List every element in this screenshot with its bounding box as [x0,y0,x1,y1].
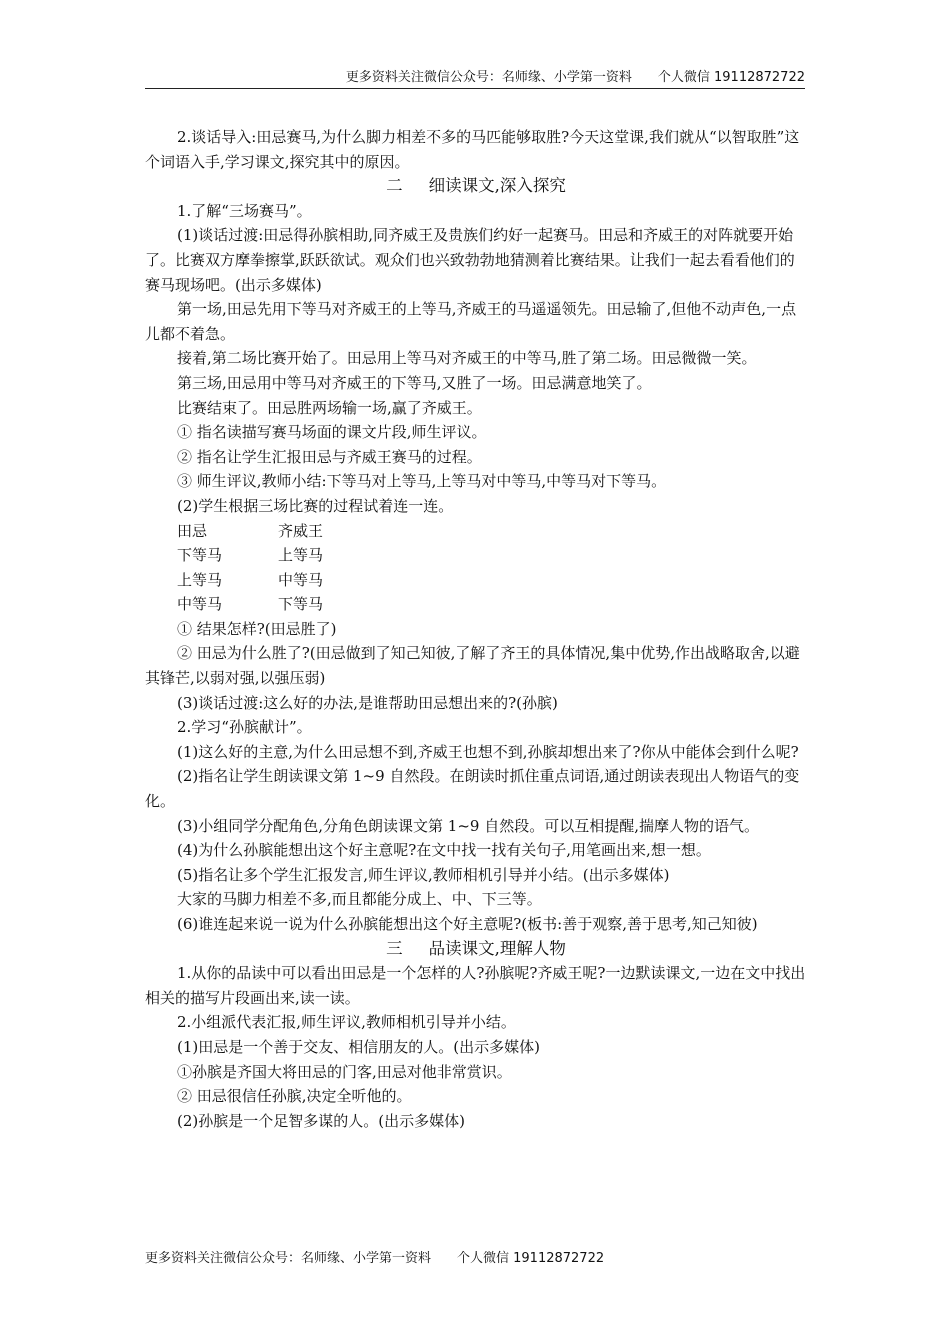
section-heading-3 [145,937,807,962]
section-number: 二 [386,176,403,196]
paragraph: 大家的马脚力相差不多,而且都能分成上、中、下三等。 [177,890,542,909]
paragraph: 2.学习“孙膑献计”。 [177,718,312,737]
section-heading-2 [145,174,807,199]
section-title: 品读课文,理解人物 [428,938,566,958]
page-header [145,62,805,89]
pair-row [145,543,807,568]
page-footer: 更多资料关注微信公众号：名师缘、小学第一资料 个人微信 19112872722 [145,1251,605,1266]
paragraph: 1.了解“三场赛马”。 [177,201,312,220]
paragraph: ② 田忌为什么胜了?(田忌做到了知己知彼,了解了齐王的具体情况,集中优势,作出战略取舍,以避其锋芒,以弱对强,以强压弱) [145,644,800,688]
paragraph: (2)指名让学生朗读课文第 1~9 自然段。在朗读时抓住重点词语,通过朗读表现出人物语气的变化。 [145,767,800,811]
pair-row [145,592,807,617]
paragraph: 1.从你的品读中可以看出田忌是一个怎样的人?孙膑呢?齐威王呢?一边默读课文,一边在文中找出相关的描写片段画出来,读一读。 [145,964,806,1007]
paragraph: ② 指名让学生汇报田忌与齐威王赛马的过程。 [177,447,482,466]
paragraph: (3)谈话过渡:这么好的办法,是谁帮助田忌想出来的?(孙膑) [177,693,558,712]
pair-right: 下等马 [278,595,324,614]
paragraph: (1)田忌是一个善于交友、相信朋友的人。(出示多媒体) [177,1037,540,1056]
paragraph: 接着,第二场比赛开始了。田忌用上等马对齐威王的中等马,胜了第二场。田忌微微一笑。 [177,349,757,368]
paragraph: (4)为什么孙膑能想出这个好主意呢?在文中找一找有关句子,用笔画出来,想一想。 [177,841,711,860]
paragraph: 第一场,田忌先用下等马对齐威王的上等马,齐威王的马遥遥领先。田忌输了,但他不动声色,一点儿都不着急。 [145,300,797,343]
pair-right: 齐威王 [278,521,324,540]
pair-left: 田忌 [177,521,208,540]
paragraph: 2.谈话导入:田忌赛马,为什么脚力相差不多的马匹能够取胜?今天这堂课,我们就从“以智取胜”这个词语入手,学习课文,探究其中的原因。 [145,128,800,171]
paragraph: 比赛结束了。田忌胜两场输一场,赢了齐威王。 [177,398,482,417]
paragraph: ② 田忌很信任孙膑,决定全听他的。 [177,1087,412,1106]
header-text: 更多资料关注微信公众号：名师缘、小学第一资料 个人微信 19112872722 [345,70,805,85]
pair-row [145,568,807,593]
paragraph: (1)谈话过渡:田忌得孙膑相助,同齐威王及贵族们约好一起赛马。田忌和齐威王的对阵就要开始了。比赛双方摩拳擦掌,跃跃欲试。观众们也兴致勃勃地猜测着比赛结果。让我们一起去看看他们的赛马现场吧。(出示多媒体) [145,226,795,294]
pair-left: 上等马 [177,570,223,589]
paragraph: ① 结果怎样?(田忌胜了) [177,619,337,638]
paragraph: 2.小组派代表汇报,师生评议,教师相机引导并小结。 [177,1013,516,1032]
paragraph: (2)孙膑是一个足智多谋的人。(出示多媒体) [177,1111,465,1130]
document-body [145,125,807,1133]
matching-pairs [145,519,807,617]
paragraph: (6)谁连起来说一说为什么孙膑能想出这个好主意呢?(板书:善于观察,善于思考,知己知彼) [177,915,758,933]
paragraph: ①孙膑是齐国大将田忌的门客,田忌对他非常赏识。 [177,1062,512,1081]
paragraph: (3)小组同学分配角色,分角色朗读课文第 1~9 自然段。可以互相提醒,揣摩人物的语气。 [177,816,759,835]
pair-right: 上等马 [278,546,324,565]
pair-left: 下等马 [177,546,223,565]
paragraph: ① 指名读描写赛马场面的课文片段,师生评议。 [177,423,487,442]
section-title: 细读课文,深入探究 [428,176,566,196]
paragraph: (2)学生根据三场比赛的过程试着连一连。 [177,496,454,515]
paragraph: (5)指名让多个学生汇报发言,师生评议,教师相机引导并小结。(出示多媒体) [177,865,670,884]
paragraph: ③ 师生评议,教师小结:下等马对上等马,上等马对中等马,中等马对下等马。 [177,472,667,491]
pair-row [145,519,807,544]
paragraph: 第三场,田忌用中等马对齐威王的下等马,又胜了一场。田忌满意地笑了。 [177,373,652,392]
pair-right: 中等马 [278,570,324,589]
paragraph: (1)这么好的主意,为什么田忌想不到,齐威王也想不到,孙膑却想出来了?你从中能体会到什么呢? [177,742,799,761]
pair-left: 中等马 [177,595,223,614]
section-number: 三 [386,938,403,958]
